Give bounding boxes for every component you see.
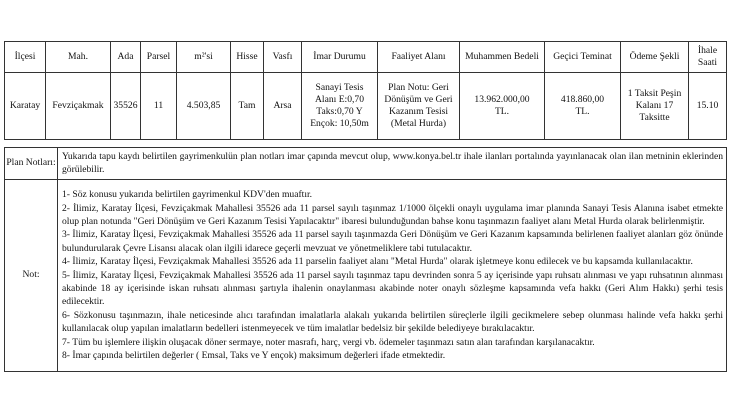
column-header: Hisse — [231, 42, 264, 73]
not-item: 3- İlimiz, Karatay İlçesi, Fevziçakmak Mahallesi 35526 ada 11 parsel sayılı taşınmazda Geri Dönüşüm ve Geri Kazanım kapsamında belirlenen faaliyet alanları göz önünde bulundurularak Çevre Lisansı alacak olan ilgili idarece geçerli mevzuat ve yönetmeliklere tabi tutulacaktır. — [62, 229, 723, 254]
cell-ihale-saati: 15.10 — [689, 73, 727, 140]
cell-faaliyet-alani: Plan Notu: Geri Dönüşüm ve Geri Kazanım Tesisi (Metal Hurda) — [378, 73, 460, 140]
cell-imar-durumu: Sanayi Tesis Alanı E:0,70 Taks:0,70 Y Ençok: 10,50m — [302, 73, 378, 140]
column-header: İmar Durumu — [302, 42, 378, 73]
column-header: m²'si — [177, 42, 231, 73]
not-label: Not: — [5, 179, 58, 371]
cell-vasif: Arsa — [264, 73, 302, 140]
cell-gecici-teminat: 418.860,00 TL. — [545, 73, 621, 140]
column-header: Ödeme Şekli — [621, 42, 689, 73]
column-header: Muhammen Bedeli — [460, 42, 545, 73]
column-header: İhale Saati — [689, 42, 727, 73]
column-header: Vasfı — [264, 42, 302, 73]
ihale-table — [4, 41, 727, 140]
not-row — [5, 179, 727, 371]
not-text — [58, 179, 727, 371]
plan-notlari-label: Plan Notları: — [5, 148, 58, 180]
not-item: 5- İlimiz, Karatay İlçesi, Fevziçakmak Mahallesi 35526 ada 11 parsel sayılı taşınmaz tapu devrinden sonra 5 ay içerisinde yapı ruhsatı alınması ve yapı ruhsatının alınması akabinde 18 ay içerisinde iskan ruhsatı alınması şartıyla ihalenin onaylanması akabinde noter onaylı sözleşme kapsamında vefa hakkı (Geri Alım Hakkı) şerhi tesis edilecektir. — [62, 269, 723, 308]
table-header-row — [5, 42, 727, 73]
table-row — [5, 73, 727, 140]
not-item: 6- Sözkonusu taşınmazın, ihale neticesinde alıcı tarafından imalatlarla alakalı yukarıda belirtilen süreçlerle ilgili gecikmelere sebep olunması halinde vefa hakkı şerhi kullanılacak olup yapılan imalatların bedelleri istenmeyecek ve tüm imalatlar bedelsiz bir şekilde belediyeye bırakılacaktır. — [62, 309, 723, 335]
cell-parsel: 11 — [141, 73, 177, 140]
plan-notlari-row — [5, 148, 727, 180]
not-item: 2- İlimiz, Karatay İlçesi, Fevziçakmak Mahallesi 35526 ada 11 parsel sayılı taşınmaz 1/1000 ölçekli onaylı uygulama imar planında Sanayi Tesis Alanına isabet etmekte olup plan notunda "Geri Dönüşüm ve Geri Kazanım Tesisi Yapılacaktır" ibaresi bulunduğundan bahse konu taşınmazın faaliyet alanı Metal Hurda olarak belirlenmiştir. — [62, 202, 723, 227]
not-item: 1- Söz konusu yukarıda belirtilen gayrimenkul KDV'den muaftır. — [62, 189, 313, 201]
not-item: 8- İmar çapında belirtilen değerler ( Emsal, Taks ve Y ençok) maksimum değerleri ifade etmektedir. — [62, 350, 446, 362]
cell-mahalle: Fevziçakmak — [46, 73, 111, 140]
cell-m2: 4.503,85 — [177, 73, 231, 140]
plan-notlari-paragraph: Yukarıda tapu kaydı belirtilen gayrimenkulün plan notları imar çapında mevcut olup, www.konya.bel.tr ihale ilanları portalında yayınlanacak olan ilan metninin eklerinden görülebilir. — [62, 151, 723, 176]
cell-ilce: Karatay — [5, 73, 46, 140]
column-header: İlçesi — [5, 42, 46, 73]
column-header: Faaliyet Alanı — [378, 42, 460, 73]
column-header: Geçici Teminat — [545, 42, 621, 73]
cell-odeme-sekli: 1 Taksit Peşin Kalanı 17 Taksitte — [621, 73, 689, 140]
cell-muhammen-bedel: 13.962.000,00 TL. — [460, 73, 545, 140]
not-item: 7- Tüm bu işlemlere ilişkin oluşacak döner sermaye, noter masrafı, harç, vergi vb. ödemeler taşınmazı satın alan tarafından karşılanacaktır. — [62, 336, 595, 348]
column-header: Parsel — [141, 42, 177, 73]
not-item: 4- İlimiz, Karatay İlçesi, Fevziçakmak Mahallesi 35526 ada 11 parselin faaliyet alanı "Metal Hurda" olarak işletmeye konu edilecek ve bu kapsamda kullanılacaktır. — [62, 256, 693, 268]
notes-table — [4, 147, 727, 372]
cell-ada: 35526 — [111, 73, 141, 140]
plan-notlari-text — [58, 148, 727, 180]
column-header: Ada — [111, 42, 141, 73]
column-header: Mah. — [46, 42, 111, 73]
cell-hisse: Tam — [231, 73, 264, 140]
